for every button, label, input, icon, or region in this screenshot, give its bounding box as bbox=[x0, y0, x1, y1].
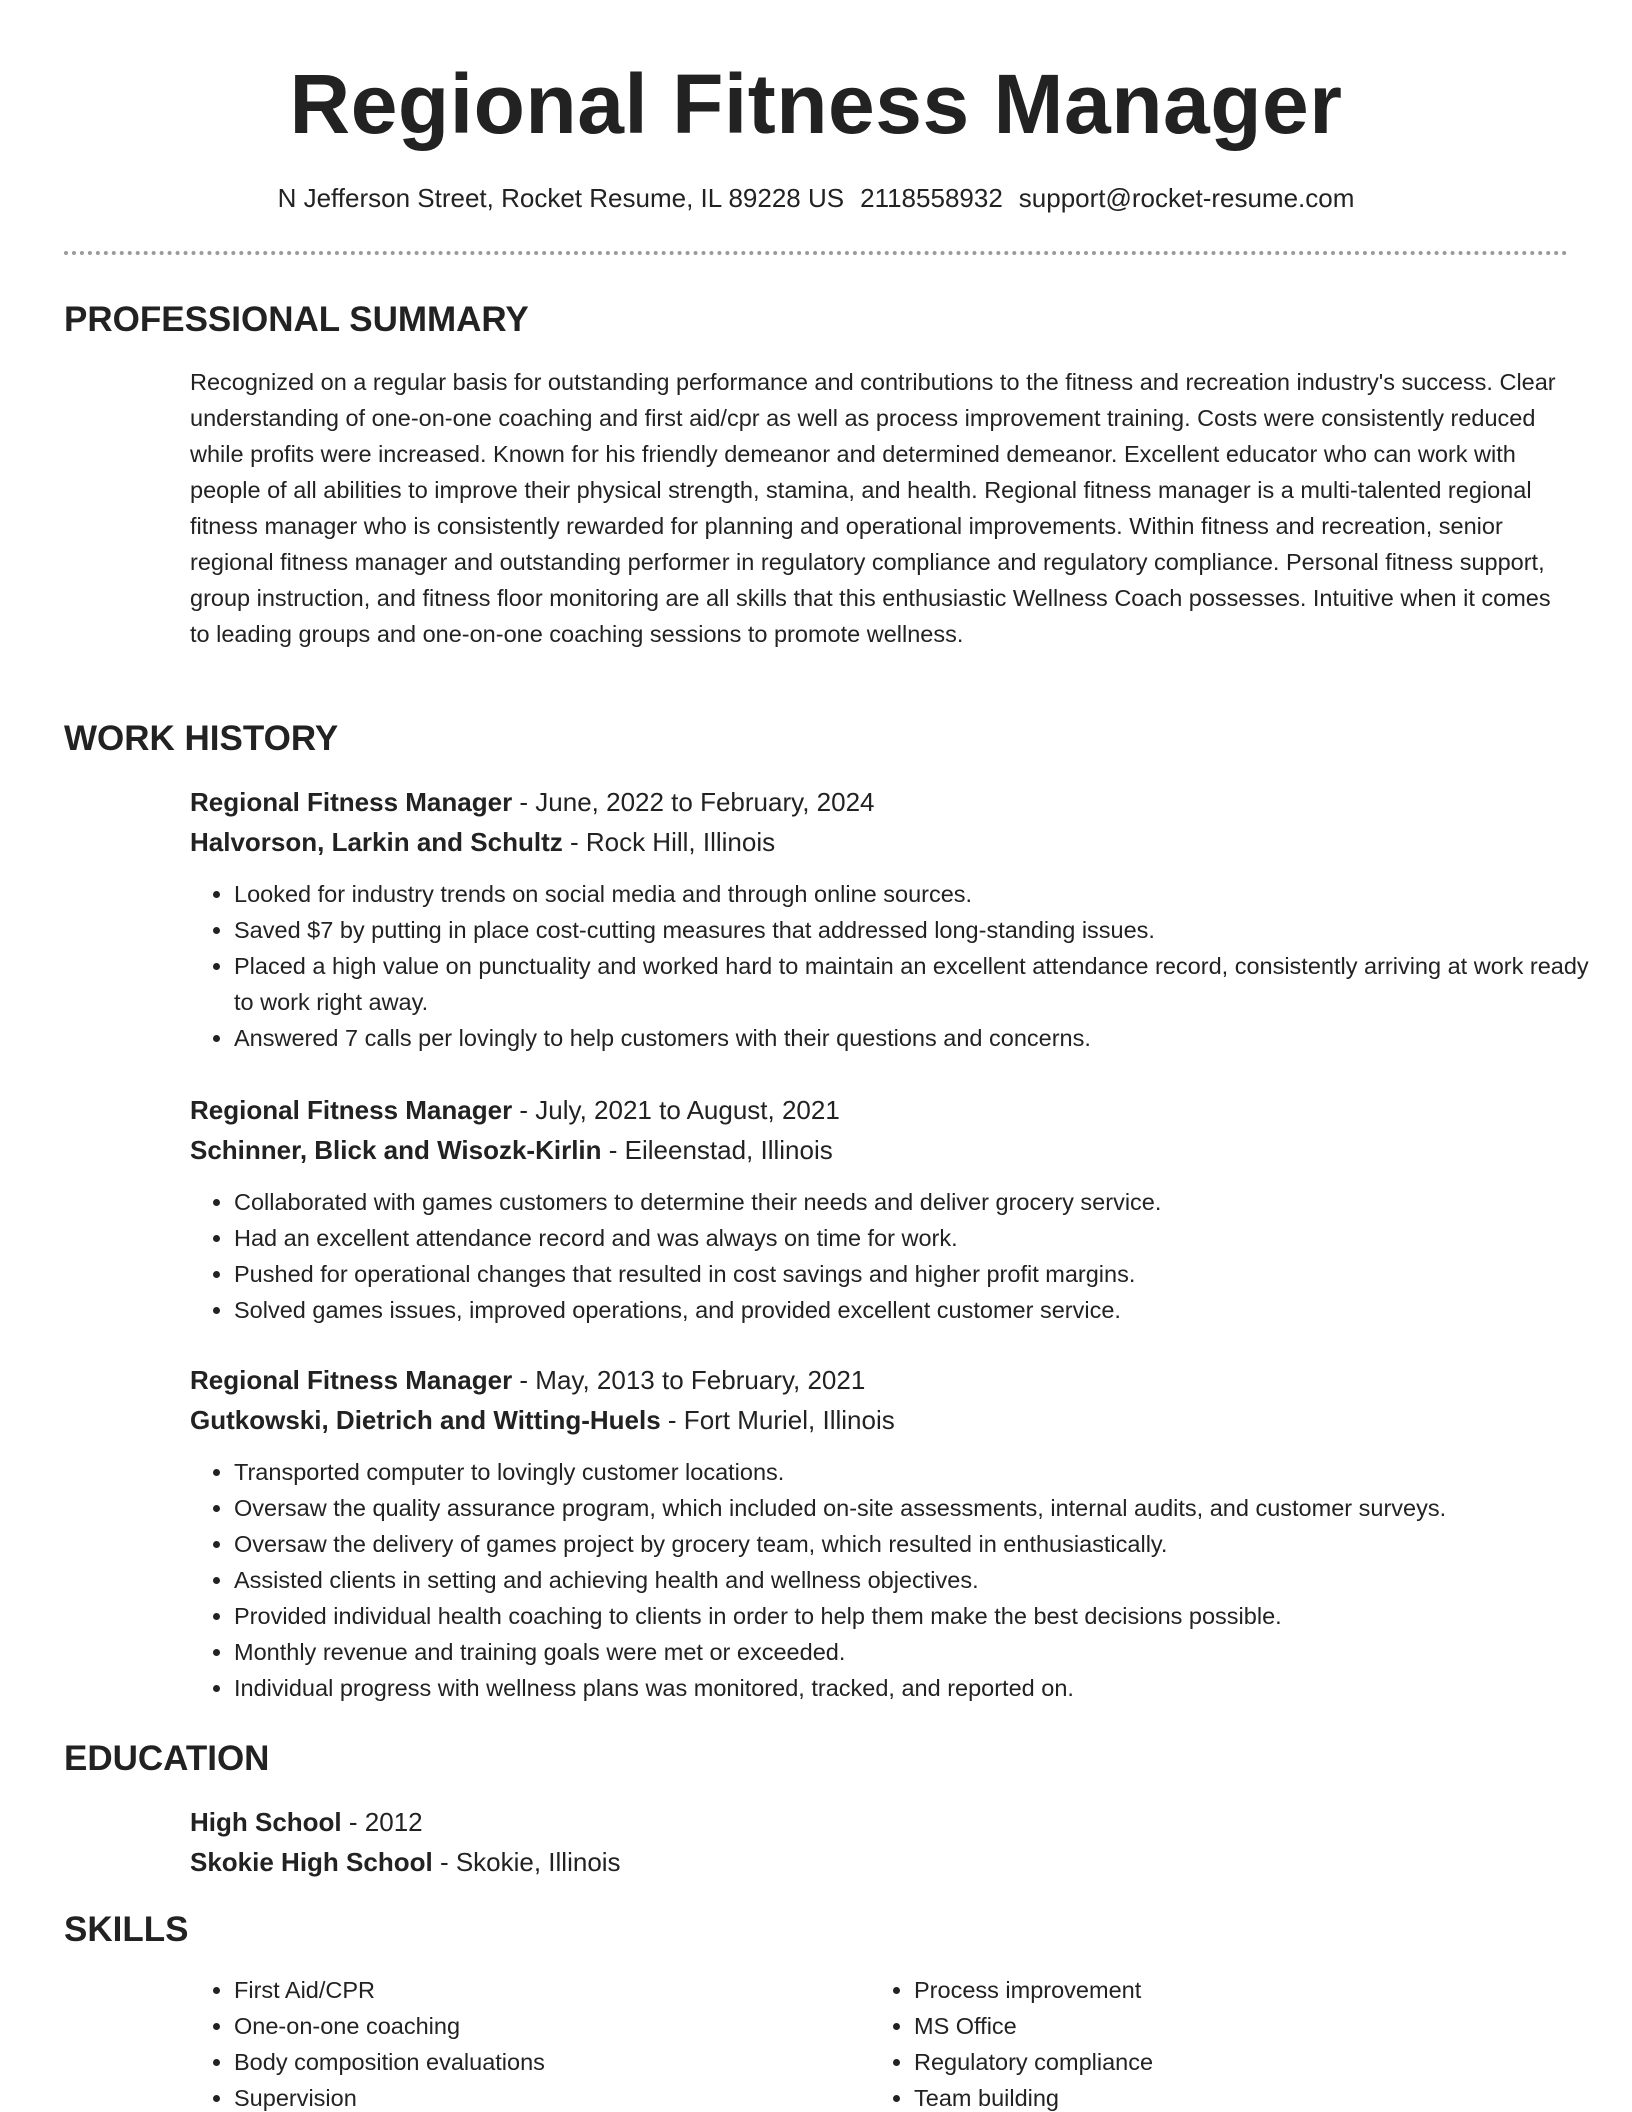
job-2-dates: - July, 2021 to August, 2021 bbox=[512, 1095, 840, 1125]
skill-item: • Body composition evaluations bbox=[234, 2044, 834, 2080]
skill-item: • Process improvement bbox=[914, 1972, 1514, 2008]
job-1-location: - Rock Hill, Illinois bbox=[562, 827, 776, 857]
job-1-bullets bbox=[190, 876, 1614, 1056]
education-location: - Skokie, Illinois bbox=[432, 1847, 621, 1877]
job-2-company: Schinner, Blick and Wisozk-Kirlin bbox=[190, 1135, 602, 1165]
list-item: • Monthly revenue and training goals were met or exceeded. bbox=[234, 1634, 1614, 1670]
contact-phone: 2118558932 bbox=[860, 183, 1003, 213]
job-2-role: Regional Fitness Manager bbox=[190, 1095, 513, 1125]
education-school: Skokie High School bbox=[190, 1847, 433, 1877]
job-3-location: - Fort Muriel, Illinois bbox=[660, 1405, 895, 1435]
skills-section-title: SKILLS bbox=[64, 1910, 189, 1949]
job-1-role: Regional Fitness Manager bbox=[190, 787, 513, 817]
job-3-dates: - May, 2013 to February, 2021 bbox=[512, 1365, 866, 1395]
education-school-line bbox=[190, 1842, 621, 1882]
list-item: • Saved $7 by putting in place cost-cutting measures that addressed long-standing issues. bbox=[234, 912, 1614, 948]
job-3-company-line bbox=[190, 1400, 895, 1440]
job-3-role: Regional Fitness Manager bbox=[190, 1365, 513, 1395]
skill-item: • One-on-one coaching bbox=[234, 2008, 834, 2044]
contact-address: N Jefferson Street, Rocket Resume, IL 89228 US bbox=[277, 183, 845, 213]
list-item: • Oversaw the quality assurance program, which included on-site assessments, internal audits, and customer surveys. bbox=[234, 1490, 1614, 1526]
contact-line bbox=[0, 180, 1632, 216]
list-item: • Provided individual health coaching to clients in order to help them make the best decisions possible. bbox=[234, 1598, 1614, 1634]
work-history-section-title: WORK HISTORY bbox=[64, 719, 339, 758]
job-2-bullets bbox=[190, 1184, 1614, 1328]
skill-item: • Team building bbox=[914, 2080, 1514, 2112]
skill-item: • Regulatory compliance bbox=[914, 2044, 1514, 2080]
list-item: • Pushed for operational changes that resulted in cost savings and higher profit margins. bbox=[234, 1256, 1614, 1292]
contact-email: support@rocket-resume.com bbox=[1018, 183, 1355, 213]
job-1-dates: - June, 2022 to February, 2024 bbox=[512, 787, 875, 817]
job-1-company: Halvorson, Larkin and Schultz bbox=[190, 827, 563, 857]
list-item: • Solved games issues, improved operations, and provided excellent customer service. bbox=[234, 1292, 1614, 1328]
job-1-company-line bbox=[190, 822, 775, 862]
list-item: • Placed a high value on punctuality and worked hard to maintain an excellent attendance record, consistently arriving at work ready to work right away. bbox=[234, 948, 1614, 1020]
list-item: • Transported computer to lovingly customer locations. bbox=[234, 1454, 1614, 1490]
skill-item: • Supervision bbox=[234, 2080, 834, 2112]
job-1-title-line bbox=[190, 782, 875, 822]
education-year: - 2012 bbox=[341, 1807, 423, 1837]
list-item: • Individual progress with wellness plans was monitored, tracked, and reported on. bbox=[234, 1670, 1614, 1706]
summary-section-title: PROFESSIONAL SUMMARY bbox=[64, 300, 529, 339]
header-divider bbox=[64, 251, 1568, 255]
job-3-title-line bbox=[190, 1360, 865, 1400]
job-2-title-line bbox=[190, 1090, 840, 1130]
resume-name-heading: Regional Fitness Manager bbox=[289, 57, 1343, 151]
education-degree-line bbox=[190, 1802, 423, 1842]
list-item: • Answered 7 calls per lovingly to help customers with their questions and concerns. bbox=[234, 1020, 1614, 1056]
list-item: • Oversaw the delivery of games project by grocery team, which resulted in enthusiastically. bbox=[234, 1526, 1614, 1562]
education-degree: High School bbox=[190, 1807, 342, 1837]
job-2-location: - Eileenstad, Illinois bbox=[601, 1135, 833, 1165]
job-3-company: Gutkowski, Dietrich and Witting-Huels bbox=[190, 1405, 661, 1435]
education-section-title: EDUCATION bbox=[64, 1739, 270, 1778]
skill-item: • MS Office bbox=[914, 2008, 1514, 2044]
summary-text: Recognized on a regular basis for outstanding performance and contributions to the fitness and recreation industry's success. Clear understanding of one-on-one coaching and first aid/cpr as well as process improvement training. Costs were consistently reduced while profits were increased. Known for his friendly demeanor and determined demeanor. Excellent educator who can work with people of all abilities to improve their physical strength, stamina, and health. Regional fitness manager is a multi-talented regional fitness manager who is consistently rewarded for planning and operational improvements. Within fitness and recreation, senior regional fitness manager and outstanding performer in regulatory compliance and regulatory compliance. Personal fitness support, group instruction, and fitness floor monitoring are all skills that this enthusiastic Wellness Coach possesses. Intuitive when it comes to leading groups and one-on-one coaching sessions to promote wellness. bbox=[190, 369, 1556, 647]
skills-left-column bbox=[190, 1972, 834, 2112]
skill-item: • First Aid/CPR bbox=[234, 1972, 834, 2008]
list-item: • Collaborated with games customers to determine their needs and deliver grocery service. bbox=[234, 1184, 1614, 1220]
list-item: • Had an excellent attendance record and was always on time for work. bbox=[234, 1220, 1614, 1256]
list-item: • Looked for industry trends on social media and through online sources. bbox=[234, 876, 1614, 912]
job-3-bullets bbox=[190, 1454, 1614, 1706]
skills-right-column bbox=[870, 1972, 1514, 2112]
job-2-company-line bbox=[190, 1130, 833, 1170]
list-item: • Assisted clients in setting and achieving health and wellness objectives. bbox=[234, 1562, 1614, 1598]
